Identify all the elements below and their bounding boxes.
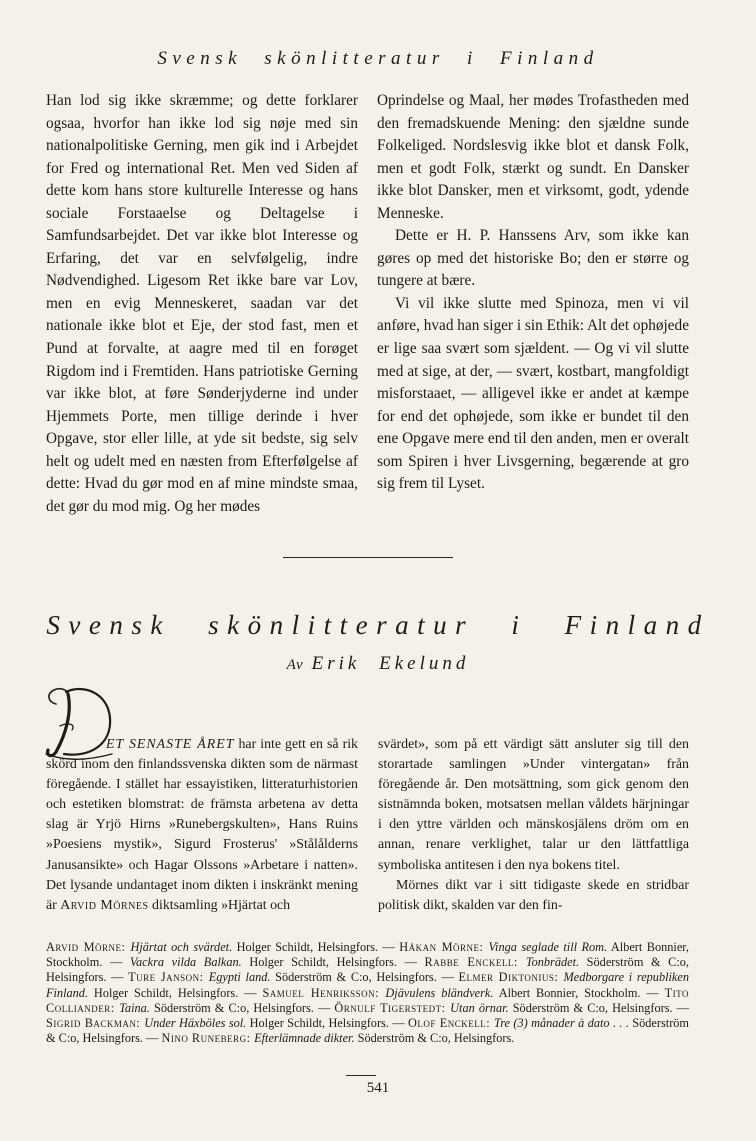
- entry-author: Håkan Mörne:: [399, 940, 489, 954]
- entry-publisher: Söderström & C:o, Helsingfors.: [354, 1031, 515, 1046]
- article-title: Svensk skönlitteratur i Finland: [46, 610, 710, 640]
- entry-separator: —: [143, 1031, 162, 1046]
- bibliography-entry: [334, 1001, 672, 1015]
- article-right-column: [378, 735, 689, 916]
- entry-title: Efterlämnade dikter.: [254, 1031, 355, 1046]
- entry-author: Olof Enckell:: [407, 1016, 495, 1031]
- entry-publisher: Söderström & C:o, Helsingfors.: [270, 970, 437, 985]
- paragraph: Vi vil ikke slutte med Spinoza, men vi vil anføre, hvad han siger i sin Ethik: Alt det ophøjede er lige saa svært som sjældent. — Og vi vil slutte med at sige, at der, — svært, kostbart, mangfoldigt misforstaaet, — alligevel ikke er andet at kæmpe for end det ophøjede, som ikke er bundet til den ene Opgave mere end til den anden, men er overalt som Spiren i hver Livsgerning, begærende at gro sig frem til Lyset.: [377, 294, 689, 493]
- entry-publisher: Albert Bonnier, Stockholm.: [46, 940, 689, 970]
- paragraph: Dette er H. P. Hanssens Arv, som ikke kan gøres op med det historiske Bo; den er større og tungere at bære.: [377, 227, 689, 290]
- paragraph: Han lod sig ikke skræmme; og dette forklarer ogsaa, hvorfor han ikke lod sig nøje med sin nationalpolitiske Gerning, men gik ind i Arbejdet for Fred og international Ret. Men ved Siden af dette kom hans store kulturelle Interesse og hans sociale Forstaaelse og Deltagelse i Samfundsarbejdet. Det var ikke blot Interesse og Erfaring, det var en selvfølgelig, indre Nødvendighed. Ligesom Ret ikke bare var Lov, men en evig Menneskeret, saadan var det nationale ikke blot et Eje, der stod fast, men et Pund at forvalte, at aagre med til en forøget Rigdom ind i Fremtiden. Hans patriotiske Gerning var ikke blot, at føre Sønderjyderne ind under Hjemmets Porte, men tillige derinde i hver Opgave, stor eller lille, at yde sit bedste, sig selv helt og udelt med en næsten from Efterfølgelse af dette: Hvad du gør mod en af mine mindste smaa, det gør du mod mig. Og her mødes: [46, 92, 358, 515]
- byline: [0, 653, 756, 675]
- running-head: Svensk skönlitteratur i Finland: [157, 48, 599, 69]
- entry-author: Arvid Mörne:: [46, 940, 131, 954]
- entry-title: Vinga seglade till Rom.: [488, 940, 608, 954]
- paragraph: Mörnes dikt var i sitt tidigaste skede en stridbar politisk dikt, skalden var den fin-: [378, 877, 689, 913]
- author-reference: Arvid Mörnes: [60, 897, 149, 913]
- entry-separator: —: [378, 940, 400, 954]
- entry-publisher: Holger Schildt, Helsingfors.: [232, 940, 379, 954]
- entry-publisher: Söderström & C:o, Helsingfors.: [46, 955, 689, 985]
- entry-author: Örnulf Tigerstedt:: [334, 1000, 451, 1015]
- entry-publisher: Holger Schildt, Helsingfors.: [246, 1016, 389, 1031]
- previous-article-left-column: [46, 90, 358, 518]
- entry-author: Sigrid Backman:: [46, 1016, 145, 1031]
- entry-author: Tito Colliander:: [46, 985, 689, 1015]
- entry-title: Egypti land.: [208, 970, 271, 985]
- entry-separator: —: [238, 985, 263, 1000]
- entry-title: Tre (3) månader à dato . . .: [494, 1016, 629, 1031]
- entry-publisher: Söderström & C:o, Helsingfors.: [149, 1000, 314, 1015]
- entry-title: Taina.: [119, 1000, 150, 1015]
- entry-publisher: Holger Schildt, Helsingfors.: [241, 955, 398, 970]
- byline-prefix: Av: [286, 657, 304, 673]
- bibliography-entry: [46, 1016, 389, 1030]
- entry-separator: —: [388, 1016, 408, 1031]
- entry-title: Vackra vilda Balkan.: [129, 955, 242, 970]
- bibliography-entry: [128, 970, 437, 984]
- entry-separator: —: [313, 1000, 335, 1015]
- entry-author: Elmer Diktonius:: [458, 970, 564, 985]
- entry-author: Ture Janson:: [128, 970, 209, 985]
- page-number-rule: [346, 1075, 376, 1076]
- bibliography-footnote: [46, 940, 689, 1046]
- entry-title: Under Häxböles sol.: [144, 1016, 247, 1031]
- entry-publisher: Albert Bonnier, Stockholm.: [493, 985, 641, 1000]
- entry-separator: —: [640, 985, 665, 1000]
- entry-publisher: Holger Schildt, Helsingfors.: [88, 985, 239, 1000]
- section-divider: [283, 557, 453, 558]
- entry-separator: —: [397, 955, 425, 970]
- bibliography-entry: [46, 940, 378, 954]
- page-number: 541: [366, 1080, 390, 1096]
- entry-title: Djävulens bländverk.: [385, 985, 494, 1000]
- footnote-text: [46, 940, 689, 1046]
- bibliography-entry: [161, 1031, 514, 1045]
- paragraph: ET SENASTE ÅRET har inte gett en så rik skörd inom den finlandssvenska dikten som de närmast föregående. I stället har essayistiken, litteraturhistorien och estetiken blomstrat: de främsta arbetena av detta slag är Yrjö Hirns »Runebergskulten», Hans Ruins »Poesiens mystik», Sigurd Frosterus' »Stålålderns Janusansikte» och Hagar Olssons »Arbetare i natten». Det lysande undantaget inom dikten i inskränkt mening är Arvid Mörnes diktsamling »Hjärtat och: [46, 737, 359, 913]
- article-left-column: [46, 735, 358, 916]
- entry-separator: —: [106, 970, 129, 985]
- drop-cap-letter: D: [42, 682, 43, 683]
- entry-separator: —: [436, 970, 459, 985]
- entry-title: Utan örnar.: [450, 1000, 509, 1015]
- entry-author: Rabbe Enckell:: [424, 955, 526, 970]
- entry-title: Medborgare i republiken Finland.: [46, 970, 689, 1000]
- entry-publisher: Söderström & C:o, Helsingfors.: [508, 1000, 673, 1015]
- entry-title: Hjärtat och svärdet.: [130, 940, 233, 954]
- entry-title: Tonbrädet.: [525, 955, 580, 970]
- entry-publisher: Söderström & C:o, Helsingfors.: [46, 1016, 689, 1046]
- author-name: Erik Ekelund: [311, 653, 470, 674]
- previous-article-right-column: [377, 90, 689, 496]
- paragraph: svärdet», som på ett värdigt sätt ansluter sig till den storartade samlingen »Under vintergatan» från föregående år. Den motsättning, som gick genom den sistnämnda boken, motsatsen mellan våldets härjningar i den yttre världen och mänskosjälens dröm om en annan, renare verklighet, talar ur den lättfattliga symboliska antitesen i den nya bokens titel.: [378, 737, 689, 873]
- entry-separator: —: [102, 955, 130, 970]
- entry-author: Nino Runeberg:: [161, 1031, 255, 1046]
- bibliography-entry: [130, 955, 397, 969]
- paragraph: Oprindelse og Maal, her mødes Trofastheden med den fremadskuende Mening: den sjældne sunde Folkeliged. Nordslesvig ikke blot et dansk Folk, men et godt Folk, stærkt og sundt. En Dansker ikke blot Dansker, men et virksomt, godt, ydende Menneske.: [377, 92, 689, 222]
- bibliography-entry: [262, 986, 640, 1000]
- entry-author: Samuel Henriksson:: [262, 985, 386, 1000]
- entry-separator: —: [672, 1000, 689, 1015]
- lead-words: ET SENASTE ÅRET: [106, 737, 235, 752]
